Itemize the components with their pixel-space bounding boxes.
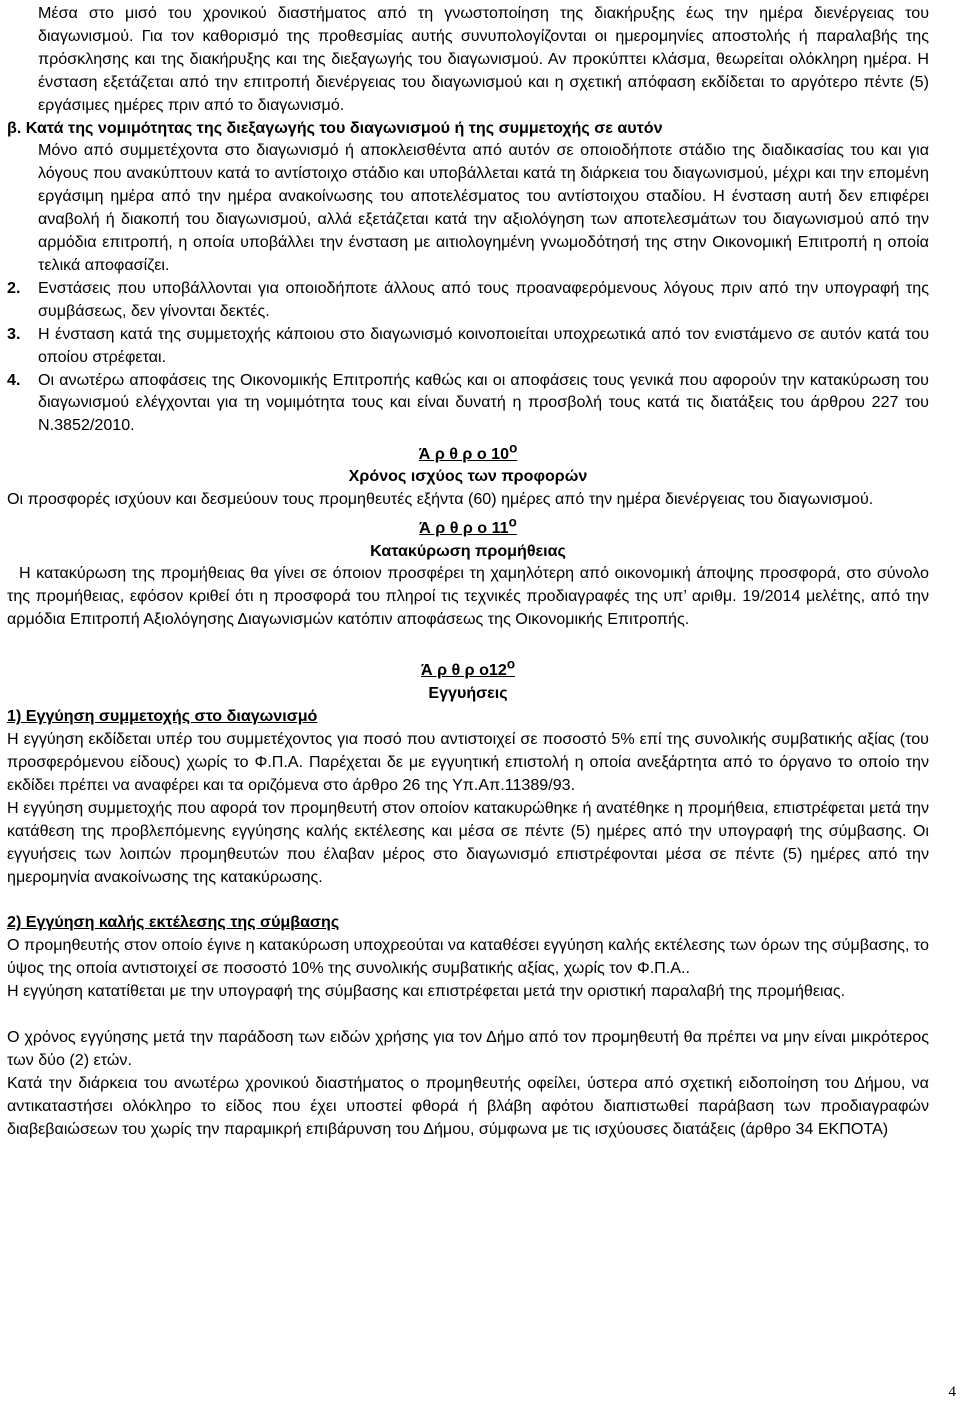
item-text: Η ένσταση κατά της συμμετοχής κάποιου στο διαγωνισμό κοινοποιείται υποχρεωτικά από τον ενιστάμενο σε αυτόν κατά του οποίου στρέφεται.: [38, 324, 929, 366]
article-12-paragraph: Η εγγύηση κατατίθεται με την υπογραφή της σύμβασης και επιστρέφεται μετά την οριστική παραλαβή της προμήθειας.: [7, 982, 846, 1001]
article-10-title: Χρόνος ισχύος των προφορών: [348, 467, 588, 486]
item-number: 2.: [7, 278, 21, 297]
item-number: 4.: [7, 370, 21, 389]
item-text: Οι ανωτέρω αποφάσεις της Οικονομικής Επιτροπής καθώς και οι αποφάσεις τους γενικά που αφορούν την κατακύρωση του διαγωνισμού ελέγχονται για τη νομιμότητα τους και είναι δυνατή η προσβολή τους κατά τις διατάξεις του άρθρου 227 του Ν.3852/2010.: [38, 370, 929, 435]
article-12-subheading-1: 1) Εγγύηση συμμετοχής στο διαγωνισμό: [7, 707, 318, 726]
article-10-heading: Ά ρ θ ρ ο $10^o$: [418, 440, 518, 463]
article-10-text: Οι προσφορές ισχύουν και δεσμεύουν τους προμηθευτές εξήντα (60) ημέρες από την ημέρα διενέργειας του διαγωνισμού.: [7, 490, 874, 509]
item-text: Ενστάσεις που υποβάλλονται για οποιοδήποτε άλλους από τους προαναφερόμενους λόγους πριν από την υπογραφή της συμβάσεως, δεν γίνονται δεκτές.: [38, 278, 929, 320]
article-12-subheading-2: 2) Εγγύηση καλής εκτέλεσης της σύμβασης: [7, 913, 340, 932]
article-12-paragraph: Η εγγύηση συμμετοχής που αφορά τον προμηθευτή στον οποίον κατακυρώθηκε ή ανατέθηκε η προμήθεια, επιστρέφεται μετά την κατάθεση της προβλεπόμενης εγγύησης καλής εκτέλεσης και μέσα σε πέντε (5) ημέρες από την υπογραφή της σύμβασης. Οι εγγυήσεις των λοιπών προμηθευτών που έλαβαν μέρος στο διαγωνισμό επιστρέφονται μέσα σε πέντε (5) ημέρες από την ημερομηνία ανακοίνωσης της κατακύρωσης.: [7, 798, 929, 886]
article-12-title: Εγγυήσεις: [428, 684, 508, 703]
article-12-paragraph: Η εγγύηση εκδίδεται υπέρ του συμμετέχοντος για ποσό που αντιστοιχεί σε ποσοστό 5% επί της συνολικής συμβατικής αξίας (του προσφερόμενου είδους) χωρίς το Φ.Π.Α. Παρέχεται δε με εγγυητική επιστολή η οποία ανεξάρτητα από το όργανο το οποίο την εκδίδει πρέπει να αναφέρει και τα οριζόμενα στο άρθρο 26 της Υπ.Απ.11389/93.: [7, 730, 929, 794]
article-12-heading: Ά ρ θ ρ $o12^o$: [420, 657, 516, 680]
document-page: [7, 2, 929, 1140]
item-number: 3.: [7, 324, 21, 343]
subsection-beta-text: Μόνο από συμμετέχοντα στο διαγωνισμό ή αποκλεισθέντα από αυτόν σε οποιοδήποτε στάδιο της διαδικασίας του και για λόγους που ανακύπτουν κατά το αντίστοιχο στάδιο και υποβάλλεται κατά τη διάρκεια του διαγωνισμού, μέχρι και την επομένη εργάσιμη ημέρα από την ημέρα ανακοίνωσης του αποτελέσματος του αντίστοιχου σταδίου. Η ένσταση αυτή δεν επιφέρει αναβολή ή διακοπή του διαγωνισμού, αλλά εξετάζεται κατά την αξιολόγηση των αποτελεσμάτων του διαγωνισμού από την αρμόδια επιτροπή, η οποία υποβάλλει την ένσταση με αιτιολογημένη γνωμοδότησή της στην Οικονομική Επιτροπή η οποία τελικά αποφασίζει.: [38, 141, 929, 274]
list-item: [7, 277, 929, 323]
article-12-paragraph: Ο προμηθευτής στον οποίο έγινε η κατακύρωση υποχρεούται να καταθέσει εγγύηση καλής εκτέλεσης των όρων της σύμβασης, το ύψος της οποία αντιστοιχεί σε ποσοστό 10% της συνολικής συμβατικής αξίας, χωρίς τον Φ.Π.Α..: [7, 936, 929, 978]
article-12-paragraph: Κατά την διάρκεια του ανωτέρω χρονικού διαστήματος ο προμηθευτής οφείλει, ύστερα από σχετική ειδοποίηση του Δήμου, να αντικαταστήσει ολόκληρο το είδος που έχει υποστεί φθορά ή βλάβη αφότου διαπιστωθεί παράβαση των προδιαγραφών διαβεβαιώσεων του χωρίς την παραμικρή επιβάρυνση του Δήμου, σύμφωνα με τις ισχύουσες διατάξεις (άρθρο 34 ΕΚΠΟΤΑ): [7, 1073, 929, 1138]
intro-paragraph: Μέσα στο μισό του χρονικού διαστήματος από τη γνωστοποίηση της διακήρυξης έως την ημέρα διενέργειας του διαγωνισμού. Για τον καθορισμό της προθεσμίας αυτής συνυπολογίζονται οι ημερομηνίες αποστολής ή παραλαβής της πρόσκλησης και της διακήρυξης και της διεξαγωγής του διαγωνισμού. Αν προκύπτει κλάσμα, θεωρείται ολόκληρη ημέρα. Η ένσταση εξετάζεται από την επιτροπή διενέργειας του διαγωνισμού και η σχετική απόφαση εκδίδεται το αργότερο πέντε (5) εργάσιμες ημέρες πριν από το διαγωνισμό.: [38, 4, 929, 114]
article-12-paragraph: Ο χρόνος εγγύησης μετά την παράδοση των ειδών χρήσης για τον Δήμο από τον προμηθευτή θα πρέπει να μην είναι μικρότερος των δύο (2) ετών.: [7, 1027, 929, 1069]
article-11-text: Η κατακύρωση της προμήθειας θα γίνει σε όποιον προσφέρει τη χαμηλότερη από οικονομική άποψης προσφορά, στο σύνολο της προμήθειας, εφόσον κριθεί ότι η προσφορά του πληροί τις τεχνικές προδιαγραφές της υπ’ αριθμ. 19/2014 μελέτης, από την αρμόδια Επιτροπή Αξιολόγησης Διαγωνισμών κατόπιν αποφάσεως της Οικονομικής Επιτροπής.: [7, 564, 929, 629]
list-item: [7, 323, 929, 369]
article-11-title: Κατακύρωση προμήθειας: [370, 541, 566, 560]
list-item: [7, 369, 929, 438]
subsection-beta-heading: β. Κατά της νομιμότητας της διεξαγωγής του διαγωνισμού ή της συμμετοχής σε αυτόν: [7, 118, 663, 137]
article-11-heading: Ά ρ θ ρ ο $11^o$: [419, 514, 517, 537]
page-number: 4: [948, 1384, 956, 1401]
